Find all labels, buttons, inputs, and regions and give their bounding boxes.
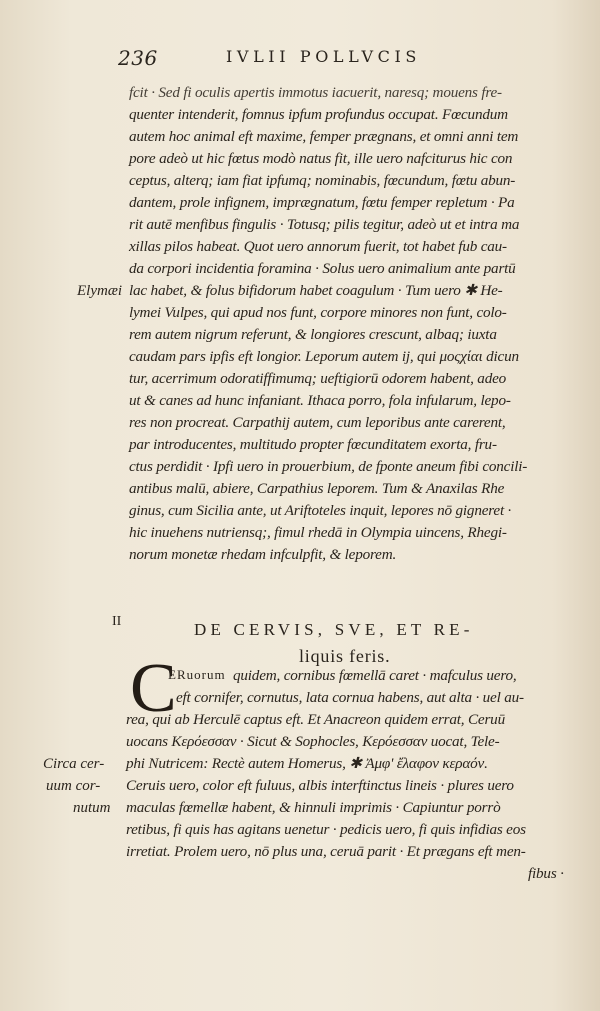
text-line-3: autem hoc animal eft maxime, femper prægnans, et omni anni tem <box>129 128 519 145</box>
text-line-7: rit autē menfibus fingulis · Totusq; pilis tegitur, adeò ut et intra ma <box>129 216 520 233</box>
section-line-10: fibus · <box>528 865 564 882</box>
section-line-1: quidem, cornibus fœmellā caret · mafculus uero, <box>233 667 517 684</box>
text-line-15: ut & canes ad hunc infaniant. Ithaca porro, fola infularum, lepo- <box>129 392 511 409</box>
section-line-4: uocans Κερόεσσαν · Sicut & Sophocles, Κερόεσσαν uocat, Tele- <box>126 733 500 750</box>
section-line-8: retibus, fi quis has agitans uenetur · pedicis uero, fi quis infidias eos <box>126 821 526 838</box>
margin-note-circa-1: Circa cer- <box>43 756 105 772</box>
text-line-11: lymei Vulpes, qui apud nos funt, corpore minores non funt, colo- <box>129 304 507 321</box>
margin-note-circa-3: nutum <box>73 800 111 816</box>
section-heading: DE CERVIS, SVE, ET RE- <box>194 620 474 639</box>
text-line-17: par introducentes, multitudo propter fœcunditatem exorta, fru- <box>129 436 497 453</box>
running-head: IVLII POLLVCIS <box>226 47 421 66</box>
text-line-19: antibus malū, abiere, Carpathius leporem. Tum & Anaxilas Rhe <box>129 480 505 497</box>
text-line-22: norum monetæ rhedam infculpfit, & leporem. <box>129 546 397 563</box>
section-line-2: eft cornifer, cornutus, lata cornua habens, aut alta · uel au- <box>176 689 524 706</box>
text-line-21: hic inuehens nutriensq;, fimul rhedā in Olympia uincens, Rhegi- <box>129 524 507 541</box>
text-line-20: ginus, cum Sicilia ante, ut Ariftoteles inquit, lepores nō gigneret · <box>129 502 512 519</box>
text-line-4: pore adeò ut hic fœtus modò natus fit, ille uero nafciturus hic con <box>129 150 513 167</box>
text-line-10: lac habet, & folus bifidorum habet coagulum · Tum uero ✱ He- <box>129 282 503 299</box>
drop-cap-continuation: ERuorum <box>168 667 226 682</box>
drop-cap-letter: C <box>130 650 177 727</box>
margin-note-circa-2: uum cor- <box>46 778 101 794</box>
margin-note-elymaei: Elymæi <box>77 283 122 299</box>
section-line-7: maculas fœmellæ habent, & hinnuli imprimis · Capiuntur porrò <box>126 799 501 816</box>
text-line-14: tur, acerrimum odoratiffimumq; ueftigiorū odorem habent, adeo <box>129 370 507 387</box>
section-line-6: Ceruis uero, color eft fuluus, albis interftinctus lineis · plures uero <box>126 777 514 794</box>
text-line-16: res non procreat. Carpathij autem, cum leporibus ante carerent, <box>129 414 506 431</box>
text-line-9: da corpori incidentia foramina · Solus uero animalium ante partū <box>129 260 516 277</box>
section-number: II <box>112 614 122 629</box>
section-line-9: irretiat. Prolem uero, nō plus una, ceruā parit · Et prægans eft men- <box>126 843 526 860</box>
section-subheading: liquis feris. <box>299 646 391 666</box>
section-line-5: phi Nutricem: Rectè autem Homerus, ✱ Ἀμφ' ἔλαφον κεραόν. <box>126 755 488 772</box>
text-line-13: caudam pars ipfis eft longior. Leporum autem ij, qui μοςχίαι dicun <box>129 348 519 365</box>
text-line-5: ceptus, alterq; iam fiat ipfumq; nominabis, fœcundum, fœtu abun- <box>129 172 516 189</box>
text-line-8: xillas pilos habeat. Quot uero annorum fuerit, tot habet fub cau- <box>129 238 507 255</box>
text-line-2: quenter intenderit, fomnus ipfum profundus occupat. Fœcundum <box>129 106 508 123</box>
text-line-18: ctus perdidit · Ipfi uero in prouerbium, de fponte aneum fibi concili- <box>129 458 528 475</box>
page-number: 236 <box>118 46 158 70</box>
text-line-1: fcit · Sed fi oculis apertis immotus iacuerit, naresq; mouens fre- <box>129 84 502 101</box>
section-line-3: rea, qui ab Herculē captus eft. Et Anacreon quidem errat, Ceruū <box>126 711 505 728</box>
text-line-12: rem autem nigrum referunt, & longiores crescunt, albaq; iuxta <box>129 326 497 343</box>
text-line-6: dantem, prole infignem, imprægnatum, fœtu femper repletum · Pa <box>129 194 515 211</box>
